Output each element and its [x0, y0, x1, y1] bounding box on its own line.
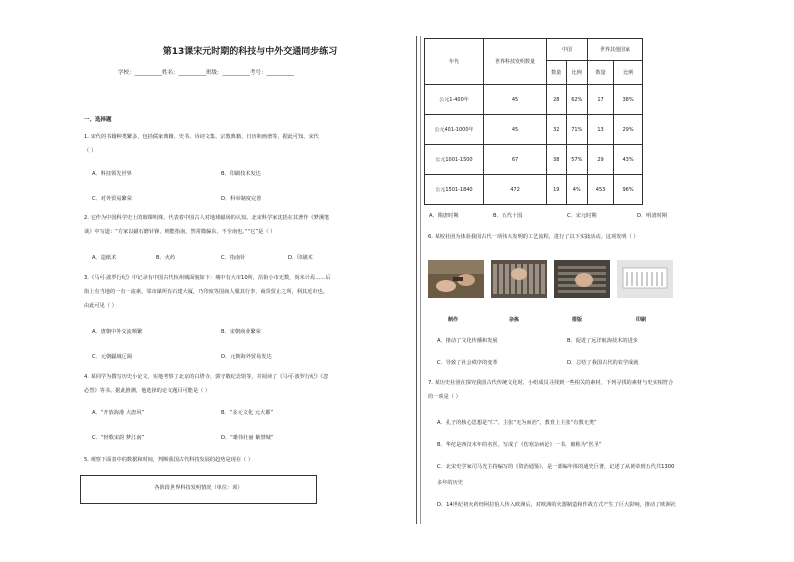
option: C．“轻歌宋韵 梦江南”	[92, 435, 145, 441]
table-cell: 43%	[614, 145, 643, 175]
question-line: 谈》中写道：“方家以磁石磨针锋，则能指南，然常微偏东，不全南也。”“它”是（ ）	[84, 229, 276, 235]
option: B．五代十国	[493, 213, 523, 219]
option: A．唐朝中外交流频繁	[92, 329, 143, 335]
question-4	[84, 372, 328, 397]
table-header-other: 世界其他国家	[588, 39, 643, 61]
option: B．宋朝商业繁荣	[221, 329, 261, 335]
table-cell: 453	[588, 175, 614, 205]
question-line: 街上有当地的一有一流素，邻市谋所有石建大厦，乃印度等国商人服其行李、商货贸止之所，利其近市也。	[84, 289, 328, 295]
option: C．元朝疆域辽阔	[92, 354, 132, 360]
photo-typesetting	[554, 260, 610, 298]
option: D．科举制度完善	[221, 196, 262, 202]
option: D．元朝海外贸易发达	[221, 354, 272, 360]
table-cell: 32	[547, 115, 567, 145]
page-title: 第13课宋元时期的科技与中外交通同步练习	[162, 47, 338, 57]
question-1	[84, 132, 319, 157]
question-2	[84, 213, 329, 238]
photo-printing	[617, 260, 673, 298]
option: D．总结了我国古代的农学成就	[567, 360, 639, 366]
table-cell: 38	[547, 145, 567, 175]
table-header-era: 年代	[425, 39, 484, 85]
question-7	[428, 378, 673, 403]
option: B．“多元文化 元大都”	[221, 410, 274, 416]
table-row	[425, 175, 643, 205]
question-5	[84, 455, 253, 466]
option: A．造纸术	[92, 255, 117, 261]
table-cell: 公元1-400年	[425, 85, 484, 115]
table-cell: 4%	[566, 175, 587, 205]
option: B．华佗是西汉末年的名医，写成了《伤寒杂病论》一书，被称为“医圣”	[437, 442, 602, 448]
table-cell: 29	[588, 145, 614, 175]
column-divider	[420, 36, 421, 524]
photo-sorting-type	[491, 260, 547, 298]
table-cell: 62%	[566, 85, 587, 115]
table-header-china: 中国	[547, 39, 588, 61]
question-line: 2. 它作为中国科学史上的璀璨明珠，代表着中国古人对地球磁场的认知。北宋科学家沈括在其著作《梦溪笔	[84, 215, 330, 221]
option: A．“开放海港 大唐风”	[92, 410, 145, 416]
question-3	[84, 273, 331, 312]
question-line: 3.《马可·波罗行纪》中记录有中国古代杭州城面貌如下：城中有大市10所，沿街小市无数，尚未计焉……后	[84, 275, 331, 281]
option: C．对外贸易繁荣	[92, 196, 132, 202]
question-line: 5. 观察下面表中的数据和时间，判断我国古代科技发展的趋势是现在（ ）	[84, 457, 254, 463]
table-row	[425, 115, 643, 145]
table-caption-box	[80, 475, 317, 504]
option: C．宋元时期	[567, 213, 597, 219]
question-line: （ ）	[84, 148, 97, 154]
question-line: 4. 某同学为撰写历史小论文，实地考察了北京的白塔寺、郭守敬纪念馆等，并阅读了《马可·波罗行纪》《忽	[84, 374, 329, 380]
photo-caption: 制作	[448, 317, 459, 323]
option: A．推动了文化传播和发展	[437, 338, 498, 344]
table-cell: 45	[484, 85, 547, 115]
table-subheader: 数量	[547, 61, 567, 85]
table-cell: 公元401-1000年	[425, 115, 484, 145]
table-cell: 71%	[566, 115, 587, 145]
option: C．指南针	[221, 255, 246, 261]
table-cell: 96%	[614, 175, 643, 205]
table-cell: 57%	[566, 145, 587, 175]
table-cell: 19	[547, 175, 567, 205]
option: A．隋唐时期	[429, 213, 459, 219]
table-cell: 公元1001-1500	[425, 145, 484, 175]
option: A．孔子的核心思想是“仁”，主张“无为而治”，教育上主张“有教无类”	[437, 420, 597, 426]
table-header-total: 世界科技发明数量	[484, 39, 547, 85]
section-title: 一、选择题	[84, 117, 112, 123]
option: D．印刷术	[288, 255, 313, 261]
question-6: 6. 某校社团为体验我国古代一项伟大发明的工艺流程，进行了以下实践活动。这项发明（ ）	[428, 234, 639, 240]
table-cell: 38%	[614, 85, 643, 115]
table-row	[425, 85, 643, 115]
photo-caption: 杂拣	[509, 317, 520, 323]
option: C．北宋史学家司马光主持编写的《资治通鉴》，是一部编年体的通史巨著，记述了从黄帝到五代共1300	[437, 464, 675, 470]
option: 多年的历史	[437, 480, 463, 486]
option: D．14世纪初火药经阿拉伯人传入欧洲后，对欧洲的火器制造和作战方式产生了巨大影响，推动了欧洲社	[437, 502, 676, 508]
photo-caption: 排版	[572, 317, 583, 323]
table-subheader: 比例	[614, 61, 643, 85]
photo-caption: 印刷	[636, 317, 647, 323]
option: B．印刷技术发达	[221, 171, 261, 177]
option: A．科技领先世界	[92, 171, 132, 177]
table-subheader: 数量	[588, 61, 614, 85]
student-info-line: 学校：__________姓名：__________班级：__________考号：__________	[118, 70, 295, 76]
table-caption: 各阶段世界科技发明情况（单位：项）	[154, 485, 243, 491]
option: B．火药	[156, 255, 176, 261]
table-cell: 29%	[614, 115, 643, 145]
table-subheader: 比例	[566, 61, 587, 85]
photo-making-type	[428, 260, 484, 298]
option: D．明清时期	[637, 213, 667, 219]
question-line: 必烈》等书。据此推测，他选择的论文题目可能是（ ）	[84, 388, 211, 394]
question-line: 的一项是（ ）	[428, 394, 461, 400]
question-line: 1. 宋代的书籍种类繁多，包括儒家典籍、史书、诗词文集、宗教典籍、日历和画谱等。据此可知，宋代	[84, 134, 319, 140]
option: B．促进了远洋航海技术的进步	[567, 338, 638, 344]
table-cell: 67	[484, 145, 547, 175]
question-line: 由此可见（ ）	[84, 303, 117, 309]
table-cell: 公元1501-1840	[425, 175, 484, 205]
question-line: 7. 某历史社团在探究我国古代传统文化时，小组成员寻找到一些相关的素材，下列寻找的素材与史实相符合	[428, 380, 674, 386]
table-cell: 17	[588, 85, 614, 115]
option: D．“雄伟壮丽 紫禁城”	[221, 435, 274, 441]
table-row	[425, 145, 643, 175]
option: C．导致了社会秩序的变革	[437, 360, 498, 366]
table-cell: 45	[484, 115, 547, 145]
table-cell: 472	[484, 175, 547, 205]
table-cell: 13	[588, 115, 614, 145]
invention-table	[424, 38, 643, 205]
table-cell: 28	[547, 85, 567, 115]
column-divider	[416, 36, 417, 524]
